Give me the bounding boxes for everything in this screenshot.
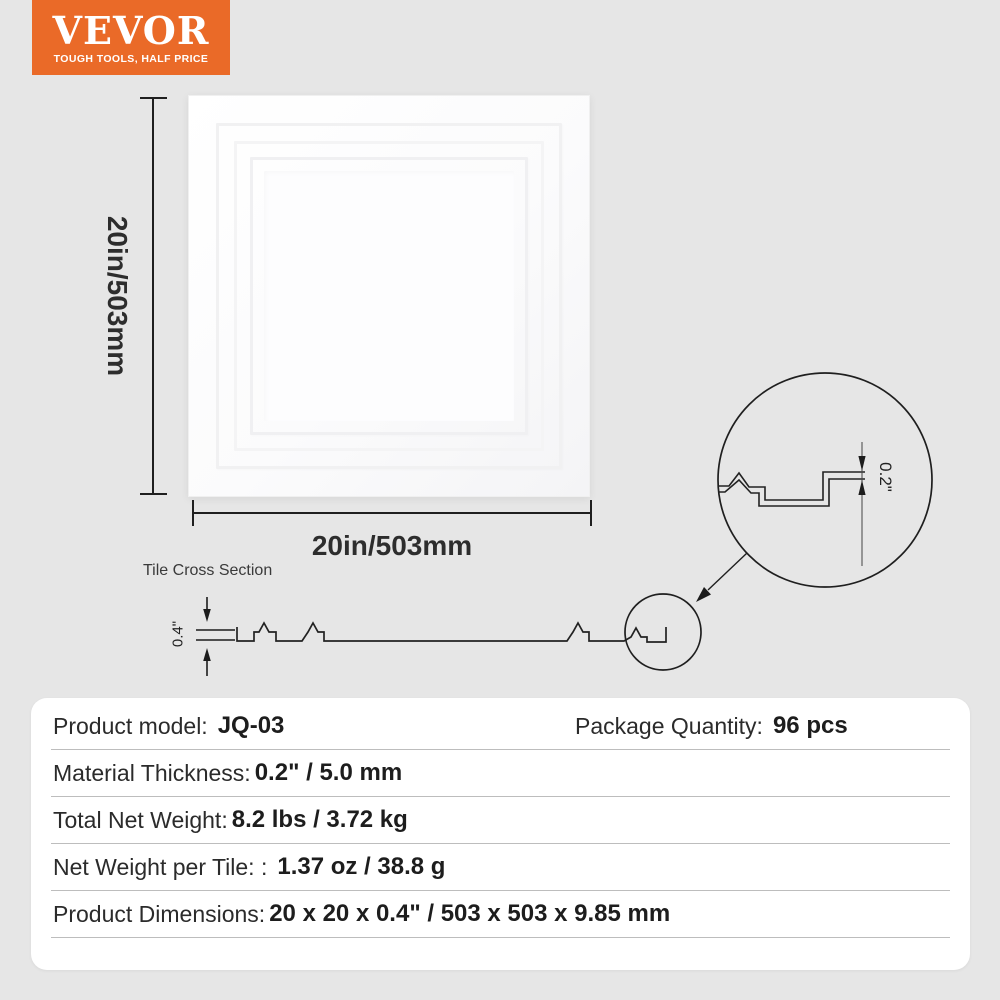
- spec-row-product-dimensions: [51, 891, 950, 938]
- spec-label: Product Dimensions:: [53, 900, 266, 927]
- spec-value: JQ-03: [217, 712, 285, 739]
- spec-value: 20 x 20 x 0.4" / 503 x 503 x 9.85 mm: [269, 900, 671, 927]
- spec-pair-package-quantity: [575, 703, 848, 749]
- detail-zoom-circle: [718, 373, 932, 587]
- thickness-dimension-label: 0.2": [876, 462, 895, 492]
- spec-label: Total Net Weight:: [53, 806, 228, 833]
- tile-width-label: 20in/503mm: [311, 530, 473, 561]
- spec-card: [31, 698, 970, 970]
- depth-dimension-label: 0.4": [169, 620, 187, 648]
- spec-row-net-weight-per-tile: [51, 844, 950, 891]
- spec-label: Material Thickness:: [53, 759, 251, 786]
- magnified-profile-outer: [718, 472, 865, 500]
- magnified-profile-inner: [718, 479, 865, 506]
- brand-tagline: TOUGH TOOLS, HALF PRICE: [53, 53, 209, 65]
- spec-value: 8.2 lbs / 3.72 kg: [231, 806, 408, 833]
- spec-label: Package Quantity:: [575, 712, 763, 739]
- depth-arrow-down: [203, 609, 211, 622]
- spec-value: 96 pcs: [772, 712, 848, 739]
- spec-label: Net Weight per Tile: :: [53, 853, 268, 880]
- tile-front-view: [188, 95, 590, 497]
- detail-source-circle: [625, 594, 701, 670]
- spec-value: 0.2" / 5.0 mm: [254, 759, 403, 786]
- spec-row-total-net-weight: [51, 797, 950, 844]
- vevor-logo: [32, 0, 230, 75]
- tile-height-label: 20in/503mm: [102, 215, 133, 377]
- spec-value: 1.37 oz / 38.8 g: [277, 853, 446, 880]
- cross-section-profile: [237, 623, 666, 642]
- thickness-arrow-down: [858, 456, 865, 471]
- brand-name: VEVOR: [52, 8, 210, 53]
- detail-leader-line: [708, 553, 747, 590]
- spec-row-material-thickness: [51, 750, 950, 797]
- thickness-arrow-up: [858, 480, 865, 495]
- detail-leader-arrowhead: [696, 587, 711, 602]
- spec-label: Product model:: [53, 712, 208, 739]
- spec-row-product-model: [51, 703, 950, 750]
- depth-arrow-up: [203, 648, 211, 661]
- tile-center-panel: [264, 171, 514, 421]
- cross-section-title: Tile Cross Section: [143, 562, 273, 579]
